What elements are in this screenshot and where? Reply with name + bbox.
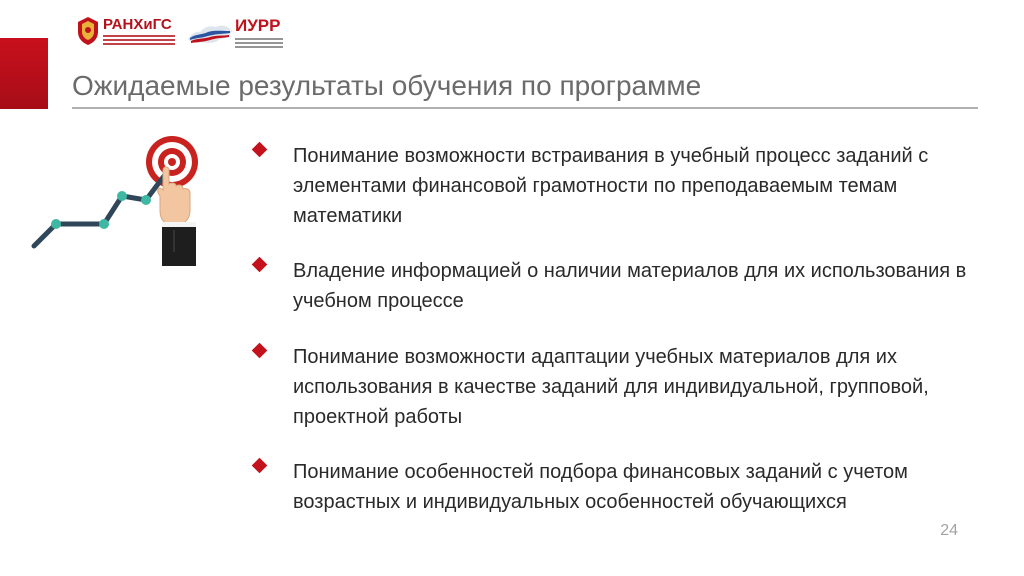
slide-title: Ожидаемые результаты обучения по программе [72,70,702,101]
outcome-text: Понимание возможности адаптации учебных материалов для их использования в качестве заданий для индивидуальной, групповой, проектной работы [293,346,929,428]
outcome-item [249,457,969,517]
outcome-item [249,141,969,231]
ranepa-logo-name: РАНХиГС [103,16,172,33]
ranepa-logo-subtitle [103,35,175,47]
diamond-bullet-icon [252,257,268,273]
diamond-bullet-icon [252,343,268,359]
outcome-item [249,256,969,316]
title-underline [72,107,978,109]
russia-map-icon [186,19,234,47]
outcome-item [249,342,969,432]
diamond-bullet-icon [252,142,268,158]
diamond-bullet-icon [252,458,268,474]
accent-bar [0,38,48,109]
outcome-text: Понимание особенностей подбора финансовых заданий с учетом возрастных и индивидуальных особенностей обучающихся [293,461,908,513]
target-growth-chart-icon [26,126,212,268]
outcome-text: Понимание возможности встраивания в учебный процесс заданий с элементами финансовой грамотности по преподаваемым темам математики [293,145,929,227]
iurr-logo-subtitle [235,38,283,50]
ranepa-crest-icon [76,16,100,46]
iurr-logo [186,15,286,51]
outcome-text: Владение информацией о наличии материалов для их использования в учебном процессе [293,260,967,312]
iurr-logo-name: ИУРР [235,16,281,35]
ranepa-logo [76,15,180,51]
page-number: 24 [940,522,958,539]
